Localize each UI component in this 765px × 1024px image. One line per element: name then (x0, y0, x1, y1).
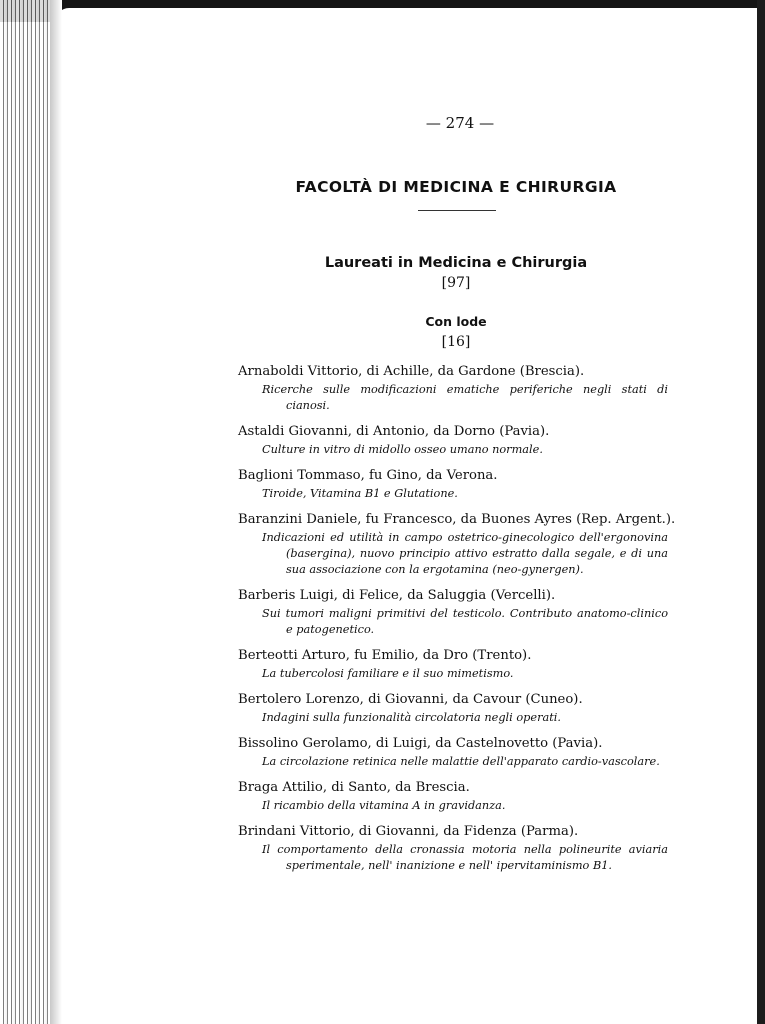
graduate-name: Bissolino Gerolamo, di Luigi, da Castelnovetto (Pavia). (238, 736, 603, 751)
graduate-name: Barberis Luigi, di Felice, da Saluggia (Vercelli). (238, 588, 556, 603)
graduate-name: Brindani Vittorio, di Giovanni, da Fidenza (Parma). (238, 824, 579, 839)
thesis-title: Ricerche sulle modificazioni ematiche periferiche negli stati di cianosi. (262, 383, 668, 412)
graduate-entry (238, 422, 668, 458)
page-top-curve (55, 8, 765, 28)
thesis-title: Culture in vitro di midollo osseo umano normale. (262, 443, 543, 456)
scan-right-border (757, 0, 765, 1024)
graduate-list (238, 362, 676, 882)
graduate-entry (238, 510, 676, 578)
graduate-entry (238, 362, 668, 414)
graduate-name: Baglioni Tommaso, fu Gino, da Verona. (238, 468, 498, 483)
graduate-entry (238, 586, 668, 638)
thesis-title: Indagini sulla funzionalità circolatoria negli operati. (262, 711, 561, 724)
graduate-name: Bertolero Lorenzo, di Giovanni, da Cavour (Cuneo). (238, 692, 583, 707)
graduate-entry (238, 690, 668, 726)
subsection-heading: Con lode (425, 314, 487, 329)
thesis-title: Sui tumori maligni primitivi del testicolo. Contributo anatomo-clinico e patogenetico. (262, 607, 668, 636)
graduate-name: Baranzini Daniele, fu Francesco, da Buones Ayres (Rep. Argent.). (238, 512, 676, 527)
graduate-entry (238, 778, 668, 814)
thesis-title: Il comportamento della cronassia motoria nella polineurite aviaria sperimentale, nell' inanizione e nell' ipervitaminismo B1. (262, 843, 668, 872)
book-spine-edge (0, 0, 50, 1024)
graduate-entry (238, 822, 668, 874)
graduate-entry (238, 646, 668, 682)
section-count: [97] (441, 275, 471, 291)
thesis-title: Il ricambio della vitamina A in gravidanza. (262, 799, 506, 812)
page-number: — 274 — (425, 114, 495, 132)
heading-divider (418, 210, 496, 211)
graduate-entry (238, 734, 668, 770)
graduate-entry (238, 466, 668, 502)
graduate-name: Arnaboldi Vittorio, di Achille, da Gardone (Brescia). (238, 364, 585, 379)
thesis-title: Tiroide, Vitamina B1 e Glutatione. (262, 487, 458, 500)
thesis-title: Indicazioni ed utilità in campo ostetrico-ginecologico dell'ergonovina (basergina), nuovo principio attivo estratto dalla segale, e di una sua associazione con la ergotamina (neo-gynergen). (262, 531, 668, 576)
graduate-name: Braga Attilio, di Santo, da Brescia. (238, 780, 470, 795)
subsection-count: [16] (441, 334, 471, 350)
section-heading: Laureati in Medicina e Chirurgia (324, 255, 588, 271)
thesis-title: La circolazione retinica nelle malattie dell'apparato cardio-vascolare. (262, 755, 660, 768)
graduate-name: Berteotti Arturo, fu Emilio, da Dro (Trento). (238, 648, 532, 663)
thesis-title: La tubercolosi familiare e il suo mimetismo. (262, 667, 514, 680)
graduate-name: Astaldi Giovanni, di Antonio, da Dorno (Pavia). (238, 424, 550, 439)
gutter-shadow (50, 0, 62, 1024)
faculty-heading: FACOLTÀ DI MEDICINA E CHIRURGIA (295, 178, 617, 196)
